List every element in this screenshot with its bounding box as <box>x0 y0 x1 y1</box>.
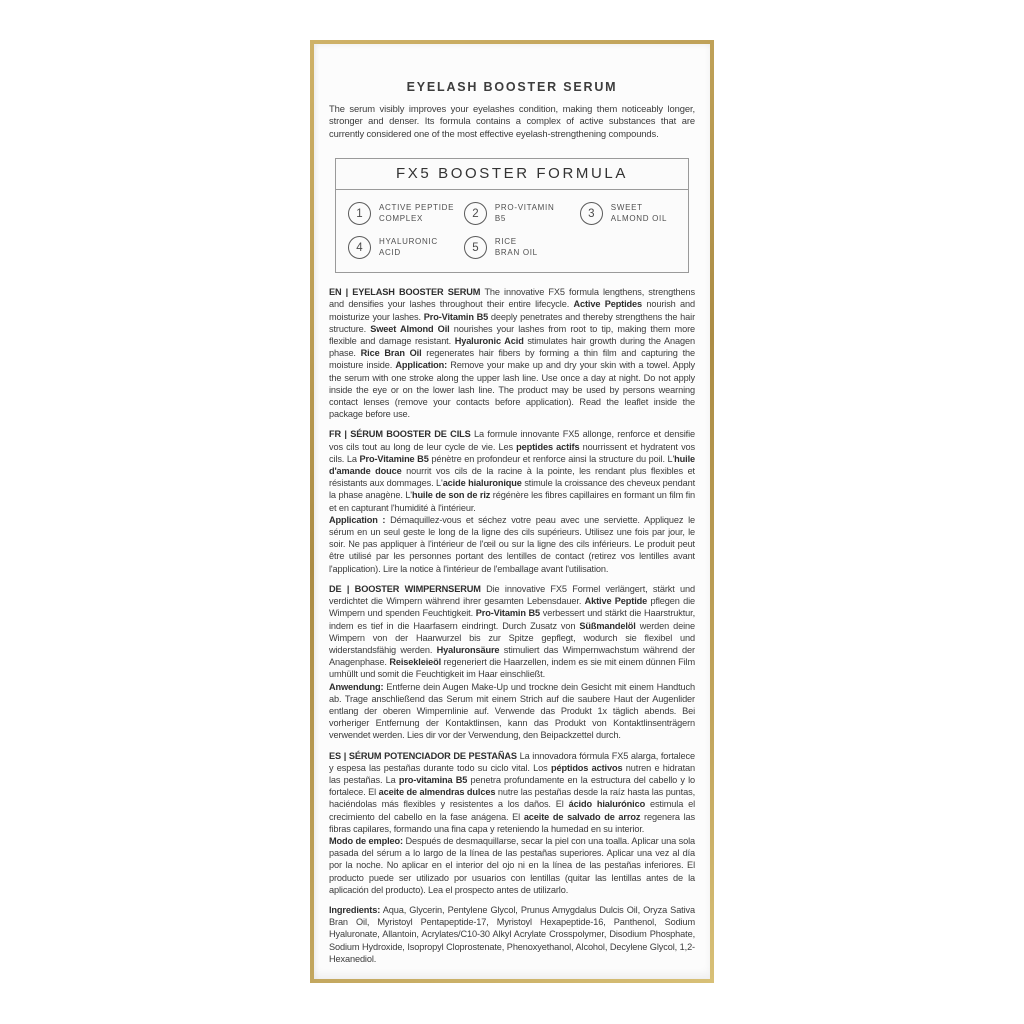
formula-item-label: RICE BRAN OIL <box>494 237 538 257</box>
formula-item-label: HYALURONIC ACID <box>379 237 438 257</box>
number-circle-icon: 2 <box>464 202 487 225</box>
section-de <box>329 583 695 742</box>
ingredients-text: Ingredients: Aqua, Glycerin, Pentylene Glycol, Prunus Amygdalus Dulcis Oil, Oryza Sativa Bran Oil, Myristoyl Pentapeptide-17, Myristoyl Hexapeptide-16, Panthenol, Sodium Hyaluronate, Allantoin, Acrylates/C10-30 Alkyl Acrylate Crosspolymer, Disodium Phosphate, Sodium Hydroxide, Isopropyl Cloprostenate, Phenoxyethanol, Alcohol, Decylene Glycol, 1,2-Hexanediol. <box>329 904 695 964</box>
formula-item-label: SWEET ALMOND OIL <box>610 203 668 223</box>
section-fr-application: Application : Démaquillez-vous et séchez votre peau avec une serviette. Appliquez le sérum en un seul geste le long de la ligne des cils supérieurs. Utilisez une fois par jour, le soir. Ne pas appliquer à l'intérieur de l'œil ou sur la ligne des cils inférieurs. Le produit peut être utilisé par les personnes portant des lentilles de contact (retirez vos lentilles avant l'application). Lire la notice à l'intérieur de l'emballage avant l'utilisation. <box>329 514 695 574</box>
section-fr-text: FR | SÉRUM BOOSTER DE CILS La formule innovante FX5 allonge, renforce et densifie vos cils tout au long de leur cycle de vie. Les peptides actifs nourrissent et hydratent vos cils. La Pro-Vitamine B5 pénètre en profondeur et renforce ainsi la structure du poil. L'huile d'amande douce nourrit vos cils de la racine à la pointe, les rendant plus flexibles et résistants aux dommages. L'acide hialuronique stimule la croissance des cheveux pendant la phase anagène. L'huile de son de riz régénère les fibres capillaires en formant un film fin et en capturant l'humidité à l'intérieur. <box>329 429 696 513</box>
section-en <box>329 286 695 420</box>
number-circle-icon: 1 <box>348 202 371 225</box>
number-circle-icon: 3 <box>580 202 603 225</box>
number-circle-icon: 5 <box>464 236 487 259</box>
formula-item-label: ACTIVE PEPTIDE COMPLEX <box>379 203 455 223</box>
package-inner-panel <box>314 44 710 979</box>
formula-box <box>335 158 689 273</box>
section-ingredients <box>329 904 695 965</box>
formula-item-hyaluronic-acid <box>348 236 464 259</box>
formula-items <box>336 190 688 272</box>
formula-item-rice-bran-oil <box>464 236 580 259</box>
formula-item-label: PRO-VITAMIN B5 <box>494 203 555 223</box>
section-es-text: ES | SÉRUM POTENCIADOR DE PESTAÑAS La innovadora fórmula FX5 alarga, fortalece y espesa las pestañas durante todo su ciclo vital. Los péptidos activos nutren e hidratan las pestañas. La pro-vitamina B5 penetra profundamente en la estructura del cabello y lo fortalece. El aceite de almendras dulces nutre las pestañas desde la raíz hasta las puntas, haciéndolas más flexibles y resistentes a los daños. El ácido hialurónico estimula el crecimiento del cabello en la fase anágena. El aceite de salvado de arroz regenera las fibras capilares, formando una fina capa y reteniendo la humedad en su interior. <box>329 750 696 834</box>
formula-box-title: FX5 BOOSTER FORMULA <box>336 159 688 190</box>
section-es <box>329 750 695 896</box>
number-circle-icon: 4 <box>348 236 371 259</box>
section-de-anwendung: Anwendung: Entferne dein Augen Make-Up und trockne dein Gesicht mit einem Handtuch ab. Trage anschließend das Serum mit einem Strich auf die saubere Haut der Augenlider entlang der oberen Wimpernlinie auf. Verwende das Produkt 1x täglich abends. Bei vorheriger Entfernung der Kontaktlinsen, kann das Produkt von Kontaktlinsenträgern verwendet werden. Lies dir vor der Verwendung, den Beipackzettel durch. <box>329 681 695 741</box>
formula-item-active-peptide-complex <box>348 202 464 225</box>
formula-item-sweet-almond-oil <box>580 202 678 225</box>
section-en-text: EN | EYELASH BOOSTER SERUM The innovative FX5 formula lengthens, strengthens and densifies your lashes throughout their entire lifecycle. Active Peptides nourish and moisturize your lashes. Pro-Vitamin B5 deeply penetrates and thereby strengthens the hair structure. Sweet Almond Oil nourishes your lashes from root to tip, making them more flexible and damage resistant. Hyaluronic Acid stimulates hair growth during the Anagen phase. Rice Bran Oil regenerates hair fibers by forming a thin film and capturing the moisture inside. Application: Remove your make up and dry your skin with a towel. Apply the serum with one stroke along the upper lash line. Use once a day at night. Do not apply inside the eye or on the lower lash line. The product may be used by persons wearning contact lenses (remove your contacts before application). Read the leaflet inside the package before use. <box>329 287 696 420</box>
product-title: EYELASH BOOSTER SERUM <box>406 80 618 94</box>
section-de-text: DE | BOOSTER WIMPERNSERUM Die innovative FX5 Formel verlängert, stärkt und verdichtet die Wimpern während ihrer gesamten Lebensdauer. Aktive Peptide pflegen die Wimpern und spenden Feuchtigkeit. Pro-Vitamin B5 verbessert und stärkt die Haarstruktur, indem es tief in die Haarfasern eindringt. Durch Zusatz von Süßmandelöl werden deine Wimpern von der Haarwurzel bis zur Spitze gepflegt, wodurch sie flexibel und widerstandsfähig werden. Hyaluronsäure stimuliert das Wimpernwachstum während der Anagenphase. Reisekleieöl regeneriert die Haarzellen, indem es sie mit einem dünnen Film umhüllt und somit die Feuchtigkeit im Haar einschließt. <box>329 583 696 680</box>
package-back-panel <box>310 40 714 983</box>
product-intro: The serum visibly improves your eyelashes condition, making them noticeably longer, stronger and denser. Its formula contains a complex of active substances that are currently considered one of the most effective eyelash-strengthening compounds. <box>329 103 695 139</box>
section-es-modo: Modo de empleo: Después de desmaquillarse, secar la piel con una toalla. Aplicar una sola pasada del sérum a lo largo de la línea de las pestañas superiores. Aplicar una vez al día por la noche. No aplicar en el interior del ojo ni en la línea de las pestañas inferiores. El producto puede ser utilizado por usuarios con lentillas (quitar las lentillas antes de la aplicación del producto). Lea el prospecto antes de utilizarlo. <box>329 835 695 895</box>
formula-item-pro-vitamin-b5 <box>464 202 580 225</box>
section-fr <box>329 428 695 574</box>
language-sections <box>329 286 695 965</box>
